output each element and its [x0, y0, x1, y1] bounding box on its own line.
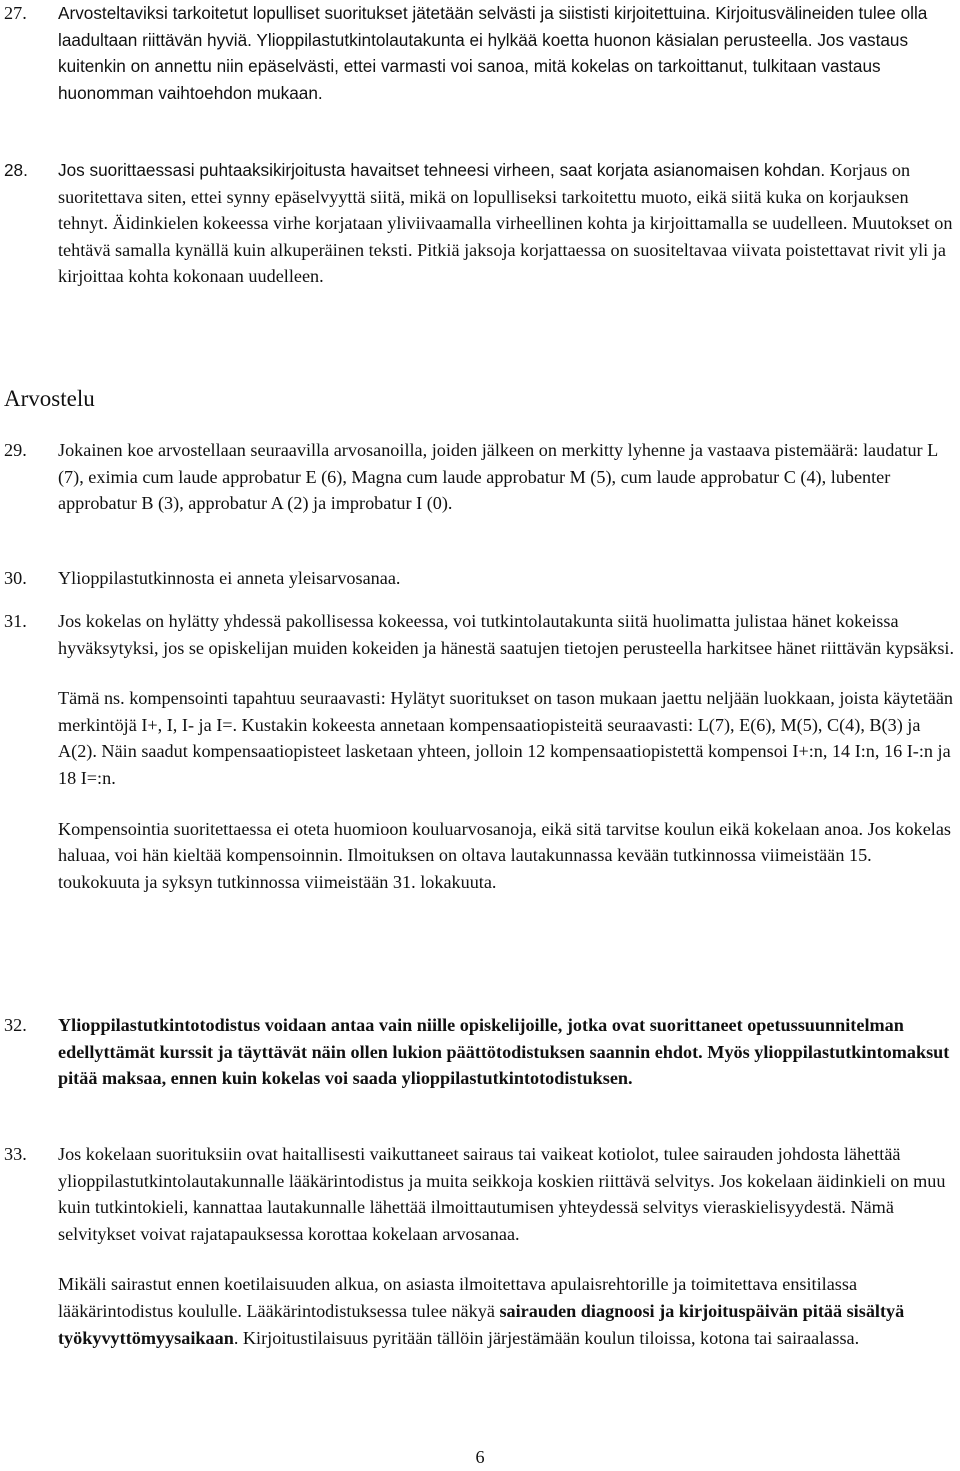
item-text — [58, 1141, 958, 1351]
list-item-32 — [0, 1012, 960, 1092]
item-text — [58, 0, 958, 106]
list-item-30 — [0, 565, 960, 592]
list-item-27 — [0, 0, 960, 106]
paragraph: Kompensointia suoritettaessa ei oteta huomioon kouluarvosanoja, eikä sitä tarvitse koulun eikä kokelaan anoa. Jos kokelas haluaa, voi hän kieltää kompensoinnin. Ilmoituksen on oltava lautakunnassa kevään tutkinnossa viimeistään 15. toukokuuta ja syksyn tutkinnossa viimeistään 31. lokakuuta. — [58, 818, 951, 892]
item-text-a: Arvosteltaviksi tarkoitetut lopulliset suoritukset jätetään selvästi ja siististi kirjoitettuina. Kirjoitusvälineiden tulee olla laadultaan riittävän hyviä. Ylioppilastutkintolautakunta ei hylkää koetta huonon käsialan perusteella. — [58, 3, 928, 50]
item-number: 30. — [4, 568, 27, 588]
paragraph-text-c: . Kirjoitustilaisuus pyritään tällöin järjestämään koulun tiloissa, kotona tai sairaalassa. — [233, 1327, 860, 1348]
item-text: Ylioppilastutkinnosta ei anneta yleisarvosanaa. — [58, 568, 401, 588]
item-number: 28. — [4, 160, 28, 180]
item-text-a: Jos suorittaessasi puhtaaksikirjoitusta havaitset tehneesi virheen, saat korjata asianomaisen kohdan. — [58, 160, 826, 180]
paragraph: Tämä ns. kompensointi tapahtuu seuraavasti: Hylätyt suoritukset on tason mukaan jaettu neljään luokkaan, joista käytetään merkintöjä I+, I, I- ja I=. Kustakin kokeesta annetaan kompensaatiopisteitä seuraavasti: L(7), E(6), M(5), C(4), B(3) ja A(2). Näin saadut kompensaatiopisteet lasketaan yhteen, jolloin 12 kompensaatiopistettä kompensoi I+:n, 14 I:n, 16 I-:n ja 18 I=:n. — [58, 688, 953, 788]
item-number: 29. — [4, 440, 27, 460]
section-heading: Arvostelu — [4, 386, 95, 411]
item-number: 32. — [4, 1015, 27, 1035]
list-item-33 — [0, 1141, 960, 1351]
bold-text: sairauden diagnoosi ja kirjoituspäivän pitää sisältyä työkyvyttömyysaikaan — [58, 1300, 905, 1348]
item-text-b: Korjaus on suoritettava siten, ettei synny epäselvyyttä siitä, mikä on lopulliseksi tarkoitettu muoto, eikä siitä kuka on korjauksen tehnyt. Äidinkielen kokeessa virhe korjataan yliviivaamalla virheellinen kohta ja kirjoittamalla se uudelleen. Muutokset on tehtävä samalla kynällä kuin alkuperäinen teksti. Pitkiä jaksoja korjattaessa on suositeltavaa viivata poistettavat rivit yli ja kirjoittaa kohta kokonaan uudelleen. — [58, 160, 953, 287]
list-item-31 — [0, 608, 960, 895]
item-text — [58, 608, 958, 895]
paragraph — [58, 1271, 958, 1351]
item-text: Jokainen koe arvostellaan seuraavilla arvosanoilla, joiden jälkeen on merkitty lyhenne ja vastaava pistemäärä: laudatur L (7), eximia cum laude approbatur E (6), Magna cum laude approbatur M (5), cum laude approbatur C (4), lubenter approbatur B (3), approbatur A (2) ja improbatur I (0). — [58, 440, 938, 514]
item-text — [58, 1012, 958, 1092]
item-text — [58, 157, 958, 290]
item-number: 27. — [4, 3, 27, 23]
item-text-b: Jos vastaus kuitenkin on annettu niin epäselvästi, ettei varmasti voi sanoa, mitä kokelas on tarkoittanut, tulkitaan vastaus huonomman vaihtoehdon mukaan. — [58, 29, 909, 103]
paragraph: Jos kokelaan suorituksiin ovat haitallisesti vaikuttaneet sairaus tai vaikeat kotiolot, tulee sairauden johdosta lähettää ylioppilastutkintolautakunnalle lääkärintodistus ja muita seikkoja koskien riittävä selvitys. Jos kokelaan äidinkieli on muu kuin tutkintokieli, kannattaa lautakunnalle lähettää ilmoittautumisen yhteydessä selvitys vieraskielisyydestä. Nämä selvitykset voivat rajatapauksessa korottaa kokelaan arvosanaa. — [58, 1144, 946, 1244]
item-number: 31. — [4, 611, 27, 631]
list-item-29 — [0, 437, 960, 517]
list-item-28 — [0, 157, 960, 290]
paragraph-text-a: Mikäli sairastut ennen koetilaisuuden alkua, on asiasta ilmoitettava apulaisrehtorille ja toimitettava ensitilassa lääkärintodistus koululle. Lääkärintodistuksessa tulee näkyä — [58, 1274, 858, 1321]
page-number: 6 — [475, 1447, 485, 1467]
item-number: 33. — [4, 1144, 27, 1164]
bold-text: Ylioppilastutkintotodistus voidaan antaa vain niille opiskelijoille, jotka ovat suorittaneet opetussuunnitelman edellyttämät kurssit ja täyttävät näin ollen lukion päättötodistuksen saannin ehdot. Myös ylioppilastutkintomaksut pitää maksaa, ennen kuin kokelas voi saada ylioppilastutkintotodistuksen. — [58, 1015, 950, 1089]
paragraph: Jos kokelas on hylätty yhdessä pakollisessa kokeessa, voi tutkintolautakunta siitä huolimatta julistaa hänet kokeissa hyväksytyksi, jos se opiskelijan muiden kokeiden ja hänestä saatujen tietojen perusteella harkitsee hänet riittävän kypsäksi. — [58, 611, 955, 658]
